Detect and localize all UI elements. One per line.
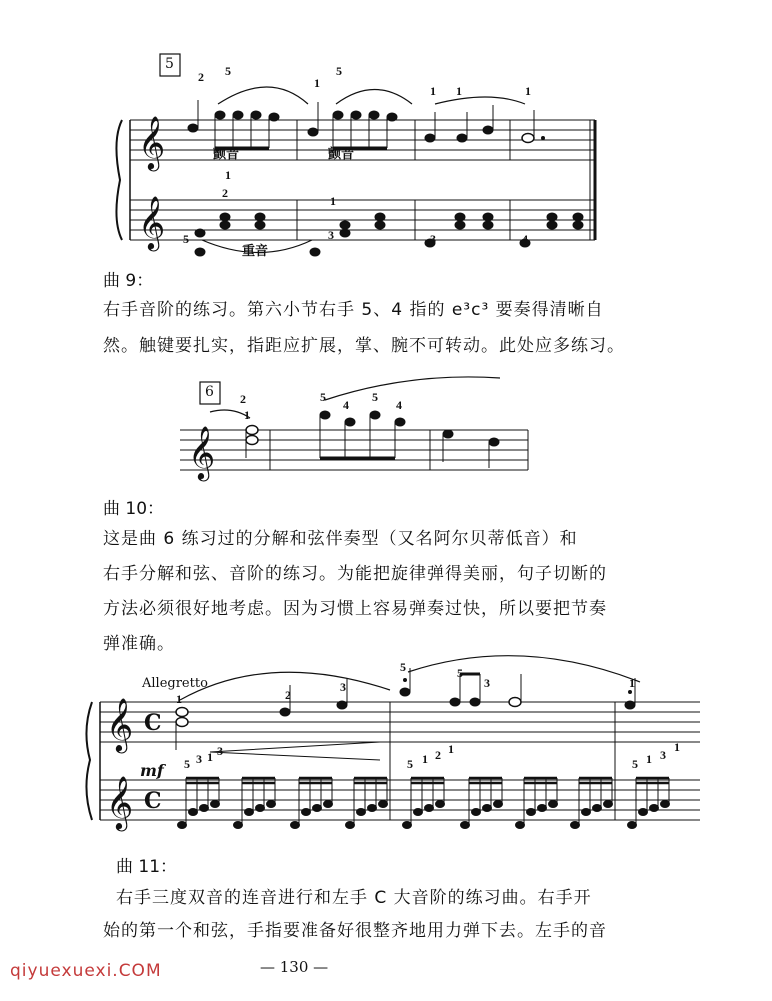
- time-sig-bottom: C: [144, 788, 162, 814]
- section-text-9-line-2: 然。触键要扎实，指距应扩展，掌、腕不可转动。此处应多练习。: [103, 336, 625, 356]
- bass-note: [256, 805, 265, 812]
- fingering-6: 1: [456, 84, 462, 98]
- bass-arpeggio-group: [234, 778, 276, 829]
- vibrato-label-2: 颤音: [328, 147, 355, 162]
- bass-note: [267, 801, 276, 808]
- fingering-11-b11: 3: [660, 748, 666, 762]
- fingering-b7: 4: [522, 232, 528, 246]
- fingering-11-b4: 3: [217, 744, 223, 758]
- fingering-11-b10: 1: [646, 752, 652, 766]
- svg-text:𝄞: 𝄞: [188, 425, 216, 479]
- bass-note: [527, 809, 536, 816]
- fingering-11-3: 3: [340, 680, 346, 694]
- fingering-4: 5: [336, 64, 342, 78]
- svg-text:𝄞: 𝄞: [106, 775, 134, 829]
- fingering-6-4: 4: [343, 398, 349, 412]
- bass-note: [234, 822, 243, 829]
- fingering-b2: 2: [222, 186, 228, 200]
- tempo-mark: Allegretto: [142, 676, 208, 691]
- bass-note: [436, 801, 445, 808]
- fingering-11-b2: 3: [196, 752, 202, 766]
- bass-note: [571, 822, 580, 829]
- bass-note: [178, 822, 187, 829]
- section-heading-11: 曲 11：: [116, 857, 178, 877]
- fingering-b3: 5: [183, 232, 189, 246]
- bass-note: [472, 809, 481, 816]
- bass-note: [346, 822, 355, 829]
- bass-note: [403, 822, 412, 829]
- svg-text:𝄞: 𝄞: [138, 115, 166, 169]
- fingering-11-b3: 1: [207, 750, 213, 764]
- fingering-11-4: 5: [400, 660, 406, 674]
- section-text-10-line-4: 弹准确。: [103, 634, 175, 654]
- bass-note: [650, 805, 659, 812]
- svg-text:𝄞: 𝄞: [138, 195, 166, 249]
- bass-arpeggio-group: [628, 778, 670, 829]
- section-text-10-line-2: 右手分解和弦、音阶的练习。为能把旋律弹得美丽，句子切断的: [103, 564, 607, 584]
- fingering-6-3: 5: [320, 390, 326, 404]
- bass-note: [414, 809, 423, 816]
- bass-arpeggio-group: [291, 778, 333, 829]
- bass-note: [604, 801, 613, 808]
- fingering-11-2: 2: [285, 688, 291, 702]
- bass-arpeggio-group: [461, 778, 503, 829]
- fingering-3: 1: [314, 76, 320, 90]
- fingering-11-b7: 2: [435, 748, 441, 762]
- bass-note: [200, 805, 209, 812]
- bass-note: [593, 805, 602, 812]
- fingering-11-b5: 5: [407, 757, 413, 771]
- bass-note: [461, 822, 470, 829]
- bass-arpeggio-group: [516, 778, 558, 829]
- fingering-11-b9: 5: [632, 757, 638, 771]
- bass-note: [483, 805, 492, 812]
- time-sig-top: C: [144, 710, 162, 736]
- section-text-9-line-1: 右手音阶的练习。第六小节右手 5、4 指的 e³c³ 要奏得清晰自: [103, 300, 604, 320]
- bass-note: [379, 801, 388, 808]
- bass-note: [211, 801, 220, 808]
- fingering-11-b12: 1: [674, 740, 680, 754]
- page-number: — 130 —: [260, 958, 329, 976]
- fingering-11-6: 3: [484, 676, 490, 690]
- bass-arpeggio-group: [178, 778, 220, 829]
- fingering-11-b8: 1: [448, 742, 454, 756]
- fingering-b6: 3: [430, 232, 436, 246]
- score-example-6: [180, 370, 540, 490]
- section-text-11-line-1: 右手三度双音的连音进行和左手 C 大音阶的练习曲。右手开: [116, 888, 592, 908]
- fingering-6-1: 2: [240, 392, 246, 406]
- bass-note: [494, 801, 503, 808]
- bass-note: [549, 801, 558, 808]
- score-example-5: [100, 40, 610, 260]
- section-text-11-line-2: 始的第一个和弦，手指要准备好很整齐地用力弹下去。左手的音: [103, 921, 607, 941]
- watermark: qiyuexuexi.COM: [10, 961, 162, 981]
- fingering-6-2: 1: [244, 408, 250, 422]
- bass-arpeggio-group: [403, 778, 445, 829]
- box-number-6: 6: [205, 384, 214, 400]
- music-example-6: [180, 370, 540, 490]
- bass-note: [313, 805, 322, 812]
- svg-text:𝄞: 𝄞: [106, 697, 134, 751]
- music-example-11: [80, 660, 710, 850]
- fingering-11-5: 5: [457, 666, 463, 680]
- bass-note: [368, 805, 377, 812]
- bass-note: [357, 809, 366, 816]
- section-heading-10: 曲 10：: [103, 499, 165, 519]
- bass-note: [516, 822, 525, 829]
- fingering-7: 1: [525, 84, 531, 98]
- bass-note: [245, 809, 254, 816]
- double-label: 重音: [242, 244, 269, 259]
- bass-note: [291, 822, 300, 829]
- dynamic-mark: mf: [140, 761, 164, 780]
- section-text-10-line-1: 这是曲 6 练习过的分解和弦伴奏型（又名阿尔贝蒂低音）和: [103, 529, 578, 549]
- music-example-5: [100, 40, 610, 260]
- box-number-5: 5: [165, 56, 174, 72]
- bass-note: [425, 805, 434, 812]
- bass-note: [582, 809, 591, 816]
- fingering-5: 1: [430, 84, 436, 98]
- bass-note: [639, 809, 648, 816]
- section-heading-9: 曲 9：: [103, 271, 154, 291]
- bass-note: [324, 801, 333, 808]
- fingering-b1: 1: [225, 168, 231, 182]
- vibrato-label-1: 颤音: [213, 147, 240, 162]
- bass-note: [189, 809, 198, 816]
- fingering-b5: 3: [328, 228, 334, 242]
- bass-arpeggio-group: [571, 778, 613, 829]
- bass-arpeggio-group: [346, 778, 388, 829]
- bass-note: [302, 809, 311, 816]
- bass-note: [661, 801, 670, 808]
- fingering-6-6: 4: [396, 398, 402, 412]
- fingering-b4: 1: [330, 194, 336, 208]
- fingering-1: 2: [198, 70, 204, 84]
- section-text-10-line-3: 方法必须很好地考虑。因为习惯上容易弹奏过快，所以要把节奏: [103, 599, 607, 619]
- fingering-11-1: 1: [176, 692, 182, 706]
- bass-note: [538, 805, 547, 812]
- fingering-11-7: 1: [629, 676, 635, 690]
- fingering-2: 5: [225, 64, 231, 78]
- bass-note: [628, 822, 637, 829]
- fingering-6-5: 5: [372, 390, 378, 404]
- fingering-11-b6: 1: [422, 752, 428, 766]
- fingering-11-b1: 5: [184, 757, 190, 771]
